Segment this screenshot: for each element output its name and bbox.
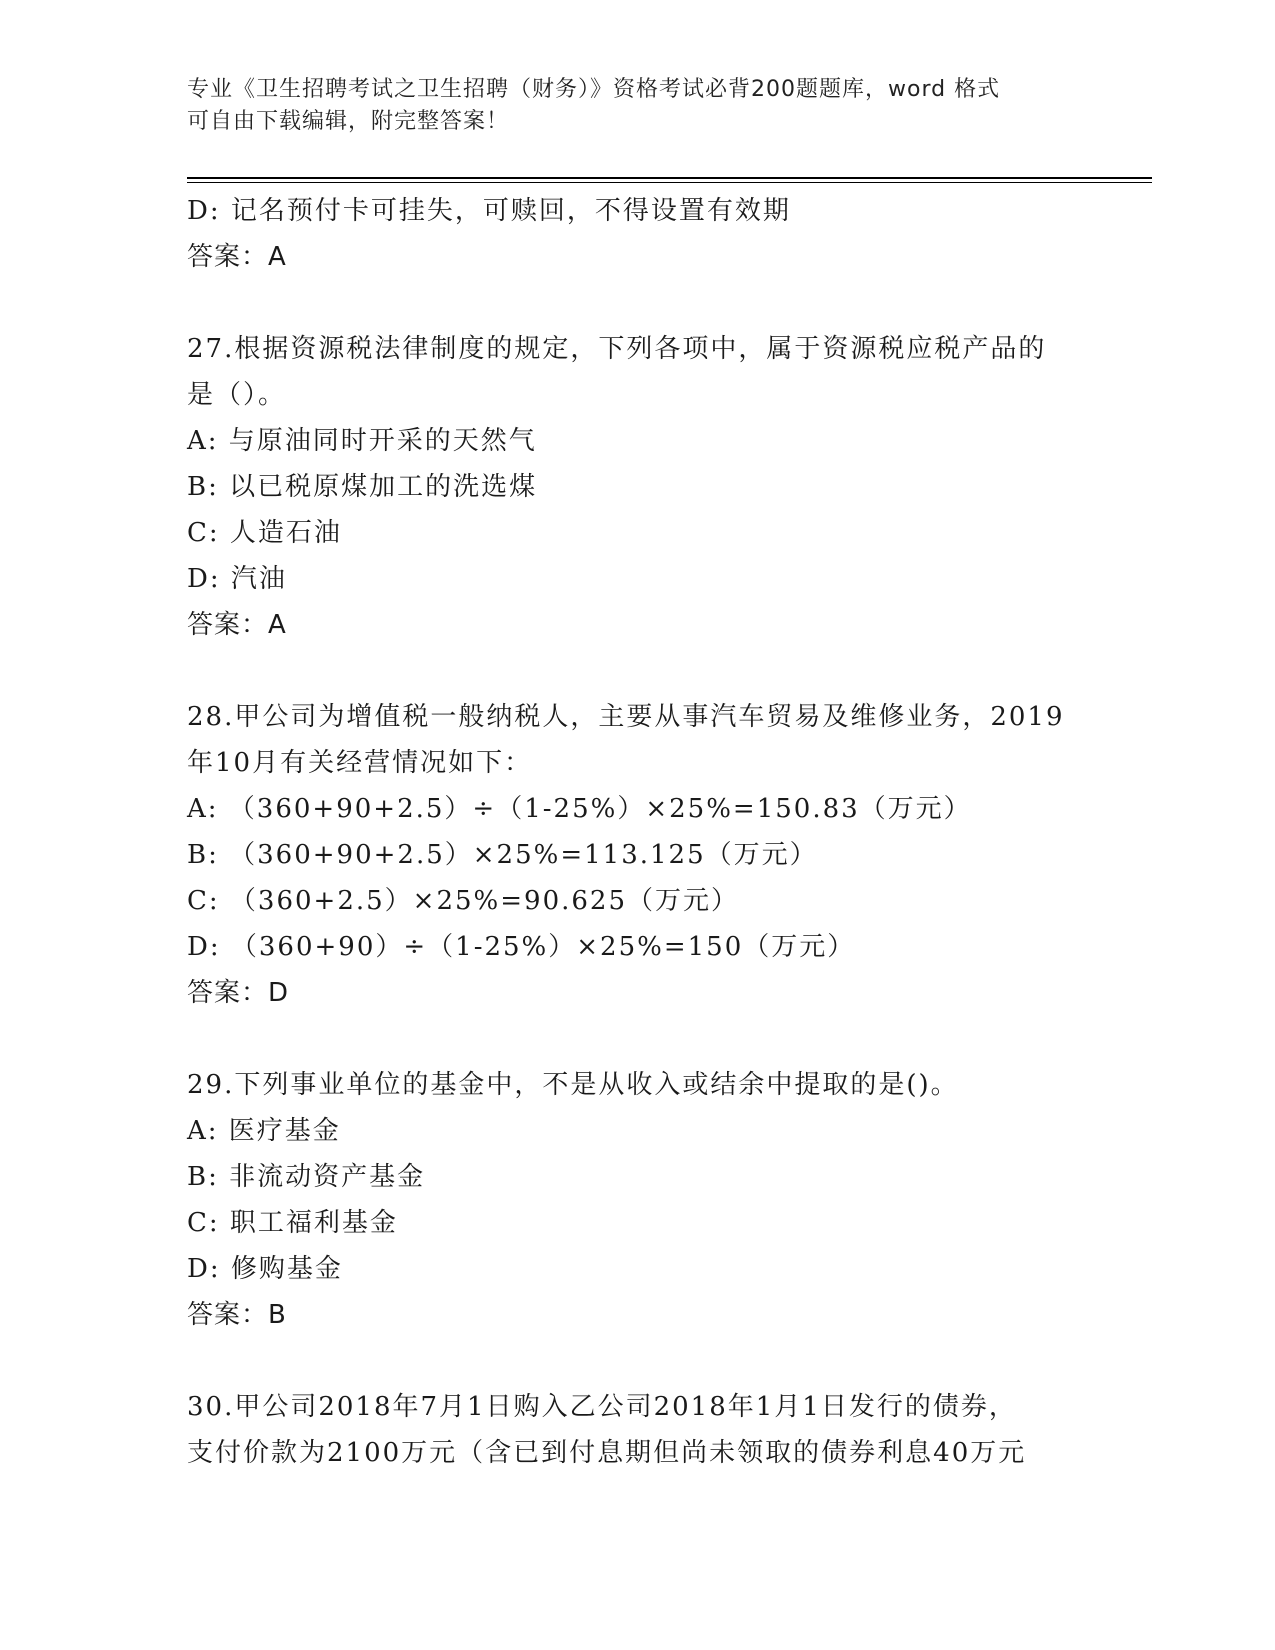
option-b: B: 非流动资产基金 (187, 1162, 426, 1192)
question-block-30 (187, 1384, 1087, 1476)
header-divider-thin (187, 182, 1152, 183)
spacer (187, 1338, 1087, 1384)
option-c: C: （360+2.5）×25%=90.625（万元） (187, 886, 740, 916)
answer-line: 答案：D (187, 978, 290, 1008)
option-c: C: 人造石油 (187, 518, 342, 548)
question-block-26 (187, 188, 1087, 280)
spacer (187, 648, 1087, 694)
question-block-28 (187, 694, 1087, 1016)
option-b: B: （360+90+2.5）×25%=113.125（万元） (187, 840, 818, 870)
question-stem-line-2: 是（）。 (187, 380, 287, 410)
answer-line: 答案：B (187, 1300, 287, 1330)
answer-line: 答案：A (187, 610, 287, 640)
question-content (187, 188, 1087, 1476)
option-d: D: 修购基金 (187, 1254, 343, 1284)
option-b: B: 以已税原煤加工的洗选煤 (187, 472, 538, 502)
question-block-27 (187, 326, 1087, 648)
option-d: D: 记名预付卡可挂失，可赎回，不得设置有效期 (187, 196, 791, 226)
document-header (187, 74, 1067, 138)
option-a: A: 医疗基金 (187, 1116, 341, 1146)
question-stem-line-1: 29.下列事业单位的基金中，不是从收入或结余中提取的是()。 (187, 1070, 959, 1100)
header-title-line-1: 专业《卫生招聘考试之卫生招聘（财务）》资格考试必背200题题库，word 格式 (187, 77, 1001, 102)
question-stem-line-2: 支付价款为2100万元（含已到付息期但尚未领取的债券利息40万元 (187, 1438, 1027, 1468)
option-d: D: （360+90）÷（1-25%）×25%=150（万元） (187, 932, 856, 962)
header-title-line-2: 可自由下载编辑，附完整答案！ (187, 109, 510, 134)
header-divider-thick (187, 177, 1152, 179)
spacer (187, 280, 1087, 326)
question-stem-line-1: 28.甲公司为增值税一般纳税人，主要从事汽车贸易及维修业务，2019 (187, 702, 1065, 732)
question-stem-line-2: 年10月有关经营情况如下： (187, 748, 533, 778)
option-c: C: 职工福利基金 (187, 1208, 398, 1238)
question-stem-line-1: 27.根据资源税法律制度的规定，下列各项中，属于资源税应税产品的 (187, 334, 1047, 364)
question-block-29 (187, 1062, 1087, 1338)
answer-line: 答案：A (187, 242, 287, 272)
question-stem-line-1: 30.甲公司2018年7月1日购入乙公司2018年1月1日发行的债券， (187, 1392, 1017, 1422)
option-a: A: 与原油同时开采的天然气 (187, 426, 537, 456)
spacer (187, 1016, 1087, 1062)
option-d: D: 汽油 (187, 564, 287, 594)
option-a: A: （360+90+2.5）÷（1-25%）×25%=150.83（万元） (187, 794, 972, 824)
